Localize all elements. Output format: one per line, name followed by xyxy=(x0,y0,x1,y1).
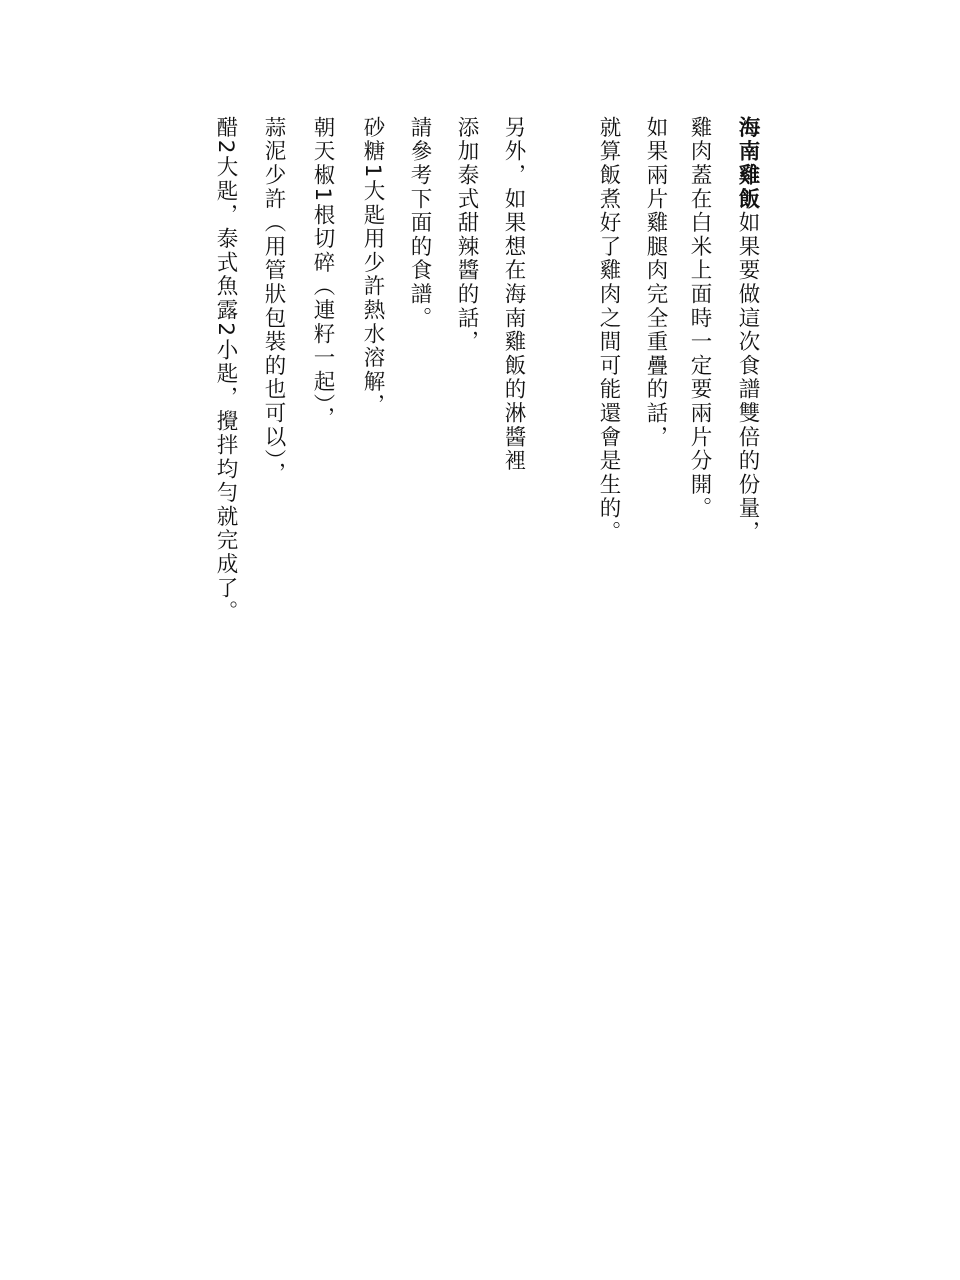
text-column-2: 雞肉蓋在白米上面時一定要兩片分開。 xyxy=(687,116,712,521)
text-column-8: 砂糖1大匙用少許熱水溶解， xyxy=(360,116,385,418)
text-line: 如果要做這次食譜雙倍的份量， xyxy=(735,211,760,545)
text-column-5: 另外，如果想在海南雞飯的淋醬裡 xyxy=(501,116,526,473)
text-column-7: 請參考下面的食譜。 xyxy=(407,116,432,331)
text-column-11: 醋2大匙，泰式魚露2小匙，攪拌均勻就完成了。 xyxy=(213,116,238,624)
recipe-title: 海南雞飯 xyxy=(735,116,760,212)
text-column-10: 蒜泥少許（用管狀包裝的也可以）， xyxy=(261,116,286,487)
text-column-3: 如果兩片雞腿肉完全重疊的話， xyxy=(643,116,668,450)
text-column-4: 就算飯煮好了雞肉之間可能還會是生的。 xyxy=(596,116,621,545)
text-column-9: 朝天椒1根切碎（連籽一起）， xyxy=(310,116,335,431)
text-column-6: 添加泰式甜辣醬的話， xyxy=(454,116,479,354)
text-column-1 xyxy=(732,116,762,544)
